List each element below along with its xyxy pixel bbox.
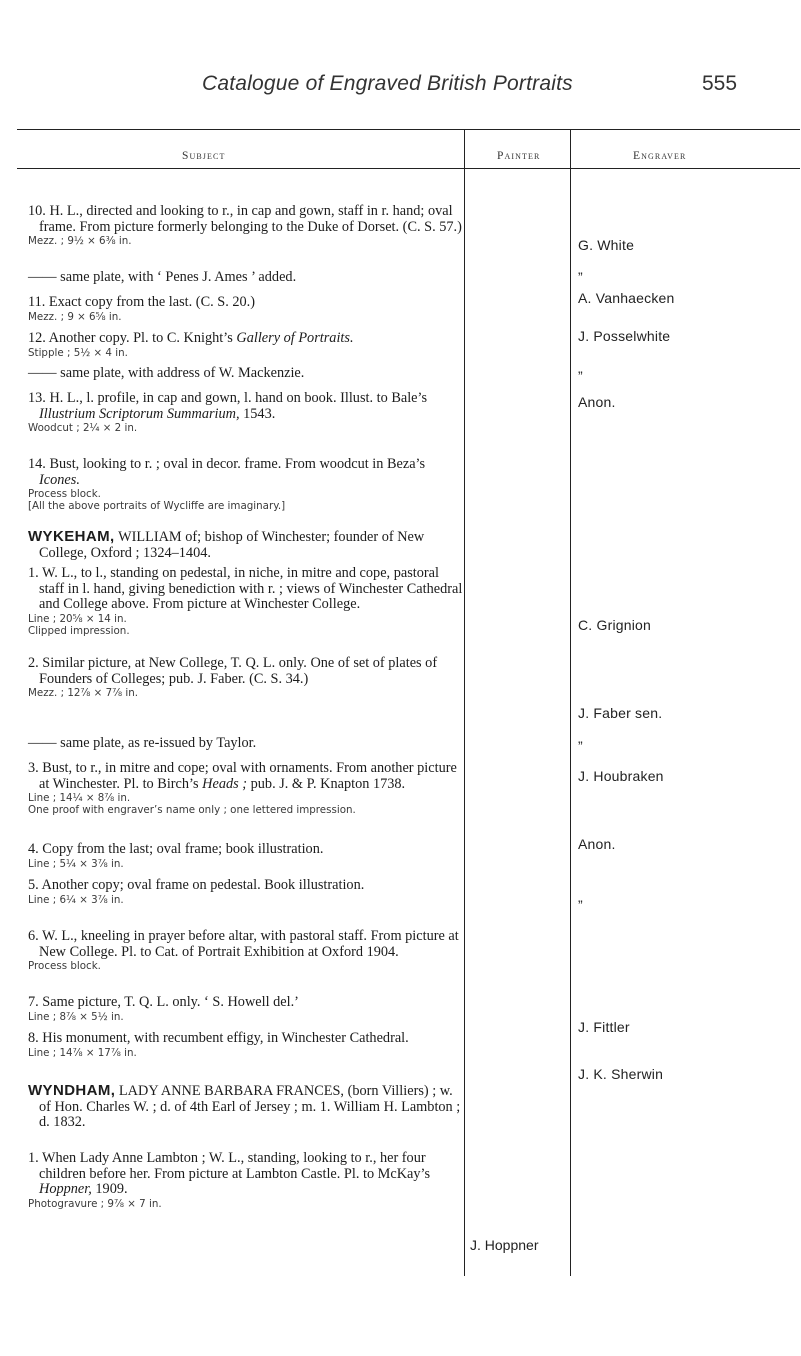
- entry-text: 6. W. L., kneeling in prayer before altar, with pastoral staff. From picture at New College. Pl. to Cat. of Portrait Exhibition at Oxford 1904.: [28, 928, 459, 960]
- entry-details: Photogravure ; 9⅞ × 7 in.: [28, 1197, 162, 1210]
- subject-heading-wyndham: [28, 1083, 464, 1131]
- entry-text: [28, 457, 464, 488]
- wykeham-entry-2: [28, 656, 464, 699]
- text-part: 13. H. L., l. profile, in cap and gown, l. hand on book. Illust. to Bale’s: [28, 390, 428, 406]
- column-head-engraver: Engraver: [633, 150, 687, 162]
- entry-details: Process block.: [28, 488, 101, 500]
- header-rule-subject: [17, 168, 464, 169]
- entry-text: 1. W. L., to l., standing on pedestal, in niche, in mitre and cope, pastoral staff in l. hand, giving benediction with r. ; views of Winchester Cathedral and College above. From picture at Winchester College.: [28, 565, 463, 612]
- column-head-subject: Subject: [182, 150, 226, 162]
- subject-heading-text: [28, 529, 464, 561]
- engraver-e10a: ”: [578, 269, 583, 285]
- entry-13: [28, 391, 464, 434]
- painter-hoppner: J. Hoppner: [470, 1237, 539, 1253]
- subject-surname: WYKEHAM,: [28, 528, 115, 545]
- entry-text: 5. Another copy; oval frame on pedestal. Book illustration.: [28, 877, 365, 893]
- entry-text: [28, 761, 464, 792]
- subject-heading-text: [28, 1083, 464, 1131]
- entry-text: 10. H. L., directed and looking to r., in cap and gown, staff in r. hand; oval frame. From picture formerly belonging to the Duke of Dorset. (C. S. 57.): [28, 203, 462, 235]
- wykeham-entry-8: [28, 1031, 464, 1059]
- entry-details-2: Clipped impression.: [28, 624, 130, 637]
- subject-forename: WILLIAM: [118, 529, 182, 545]
- engraver-w1: C. Grignion: [578, 617, 652, 633]
- entry-10: [28, 204, 464, 247]
- entry-details: Process block.: [28, 960, 101, 972]
- engraver-w5: ”: [578, 897, 583, 913]
- page-number: 555: [702, 72, 738, 95]
- entry-text: —— same plate, with address of W. Mackenzie.: [28, 365, 305, 381]
- book-title: Icones.: [39, 471, 80, 488]
- book-title: Hoppner,: [39, 1181, 92, 1197]
- wykeham-entry-7: [28, 995, 464, 1023]
- engraver-w2: J. Faber sen.: [578, 705, 663, 721]
- entry-details: Line ; 6¼ × 3⅞ in.: [28, 893, 124, 906]
- subject-description: LADY ANNE BARBARA FRANCES, (born Villiers) ; w. of Hon. Charles W. ; d. of 4th Earl of Jersey ; m. 1. William H. Lambton ; d. 1832.: [39, 1083, 461, 1130]
- text-part: 1. When Lady Anne Lambton ; W. L., standing, looking to r., her four children before her. From picture at Lambton Castle. Pl. to McKay’s: [28, 1150, 431, 1182]
- engraver-e12a: ”: [578, 368, 583, 384]
- text-part: 1909.: [91, 1181, 128, 1197]
- wykeham-entry-2a: [28, 736, 464, 752]
- engraver-w2a: ”: [578, 738, 583, 754]
- entry-text: [28, 331, 464, 347]
- entry-text: 7. Same picture, T. Q. L. only. ‘ S. Howell del.’: [28, 994, 299, 1010]
- running-head: [0, 70, 801, 110]
- entry-details: Line ; 8⅞ × 5½ in.: [28, 1010, 124, 1023]
- entry-14: [28, 457, 464, 512]
- entry-12: [28, 331, 464, 359]
- entry-note: [All the above portraits of Wycliffe are imaginary.]: [28, 500, 286, 512]
- entry-11: [28, 295, 464, 323]
- engraver-w4: Anon.: [578, 836, 616, 852]
- book-title: Illustrium Scriptorum Summarium,: [39, 405, 240, 422]
- top-rule: [17, 129, 800, 130]
- engraver-w3: J. Houbraken: [578, 768, 664, 784]
- subject-surname: WYNDHAM,: [28, 1082, 116, 1099]
- entry-details: Line ; 5¼ × 3⅞ in.: [28, 857, 124, 870]
- subject-description: of; bishop of Winchester; founder of New College, Oxford ; 1324–1404.: [39, 529, 425, 561]
- column-rule-right: [570, 130, 571, 1276]
- text-part: 12. Another copy. Pl. to C. Knight’s: [28, 330, 237, 346]
- wykeham-entry-5: [28, 878, 464, 906]
- engraver-w8: J. K. Sherwin: [578, 1066, 664, 1082]
- entry-details-2: One proof with engraver’s name only ; one lettered impression.: [28, 804, 356, 816]
- entry-details: Line ; 14⅞ × 17⅞ in.: [28, 1046, 137, 1059]
- wykeham-entry-1: [28, 566, 464, 637]
- engraver-w7: J. Fittler: [578, 1019, 630, 1035]
- text-part: 14. Bust, looking to r. ; oval in decor. frame. From woodcut in Beza’s: [28, 456, 426, 472]
- header-rule-painter: [464, 168, 570, 169]
- entry-text: —— same plate, with ‘ Penes J. Ames ’ added.: [28, 269, 297, 285]
- engraver-e11: A. Vanhaecken: [578, 290, 675, 306]
- entry-text: 8. His monument, with recumbent effigy, in Winchester Cathedral.: [28, 1030, 409, 1046]
- header-rule-engraver: [570, 168, 800, 169]
- entry-12a: [28, 366, 464, 382]
- entry-text: [28, 391, 464, 422]
- text-part: 1543.: [239, 405, 276, 422]
- entry-details: Line ; 20⅝ × 14 in.: [28, 612, 127, 625]
- entry-text: 4. Copy from the last; oval frame; book illustration.: [28, 841, 324, 857]
- subject-heading-wykeham: [28, 529, 464, 561]
- running-title: Catalogue of Engraved British Portraits: [202, 72, 573, 95]
- book-title: Gallery of Portraits.: [236, 330, 354, 346]
- book-title: Heads ;: [202, 775, 248, 792]
- entry-details: Woodcut ; 2¼ × 2 in.: [28, 422, 138, 434]
- wykeham-entry-4: [28, 842, 464, 870]
- entry-details: Mezz. ; 12⅞ × 7⅞ in.: [28, 687, 139, 699]
- entry-text: [28, 1151, 464, 1198]
- entry-details: Line ; 14¼ × 8⅞ in.: [28, 792, 131, 804]
- wykeham-entry-3: [28, 761, 464, 816]
- engraver-e12: J. Posselwhite: [578, 328, 671, 344]
- entry-text: 2. Similar picture, at New College, T. Q. L. only. One of set of plates of Founders of Colleges; pub. J. Faber. (C. S. 34.): [28, 655, 438, 687]
- entry-text: 11. Exact copy from the last. (C. S. 20.): [28, 294, 255, 310]
- entry-details: Mezz. ; 9 × 6⅝ in.: [28, 310, 122, 323]
- entry-details: Stipple ; 5½ × 4 in.: [28, 346, 128, 359]
- text-part: 3. Bust, to r., in mitre and cope; oval with ornaments. From another picture at Winchester. Pl. to Birch’s: [28, 760, 457, 792]
- entry-text: —— same plate, as re-issued by Taylor.: [28, 735, 257, 751]
- wykeham-entry-6: [28, 929, 464, 972]
- engraver-e10: G. White: [578, 237, 635, 253]
- text-part: pub. J. & P. Knapton 1738.: [247, 775, 406, 792]
- entry-10a: [28, 270, 464, 286]
- engraver-e13: Anon.: [578, 394, 616, 410]
- column-head-painter: Painter: [497, 150, 541, 162]
- column-rule-left: [464, 130, 465, 1276]
- entry-details: Mezz. ; 9½ × 6⅜ in.: [28, 235, 132, 247]
- wyndham-entry-1: [28, 1151, 464, 1210]
